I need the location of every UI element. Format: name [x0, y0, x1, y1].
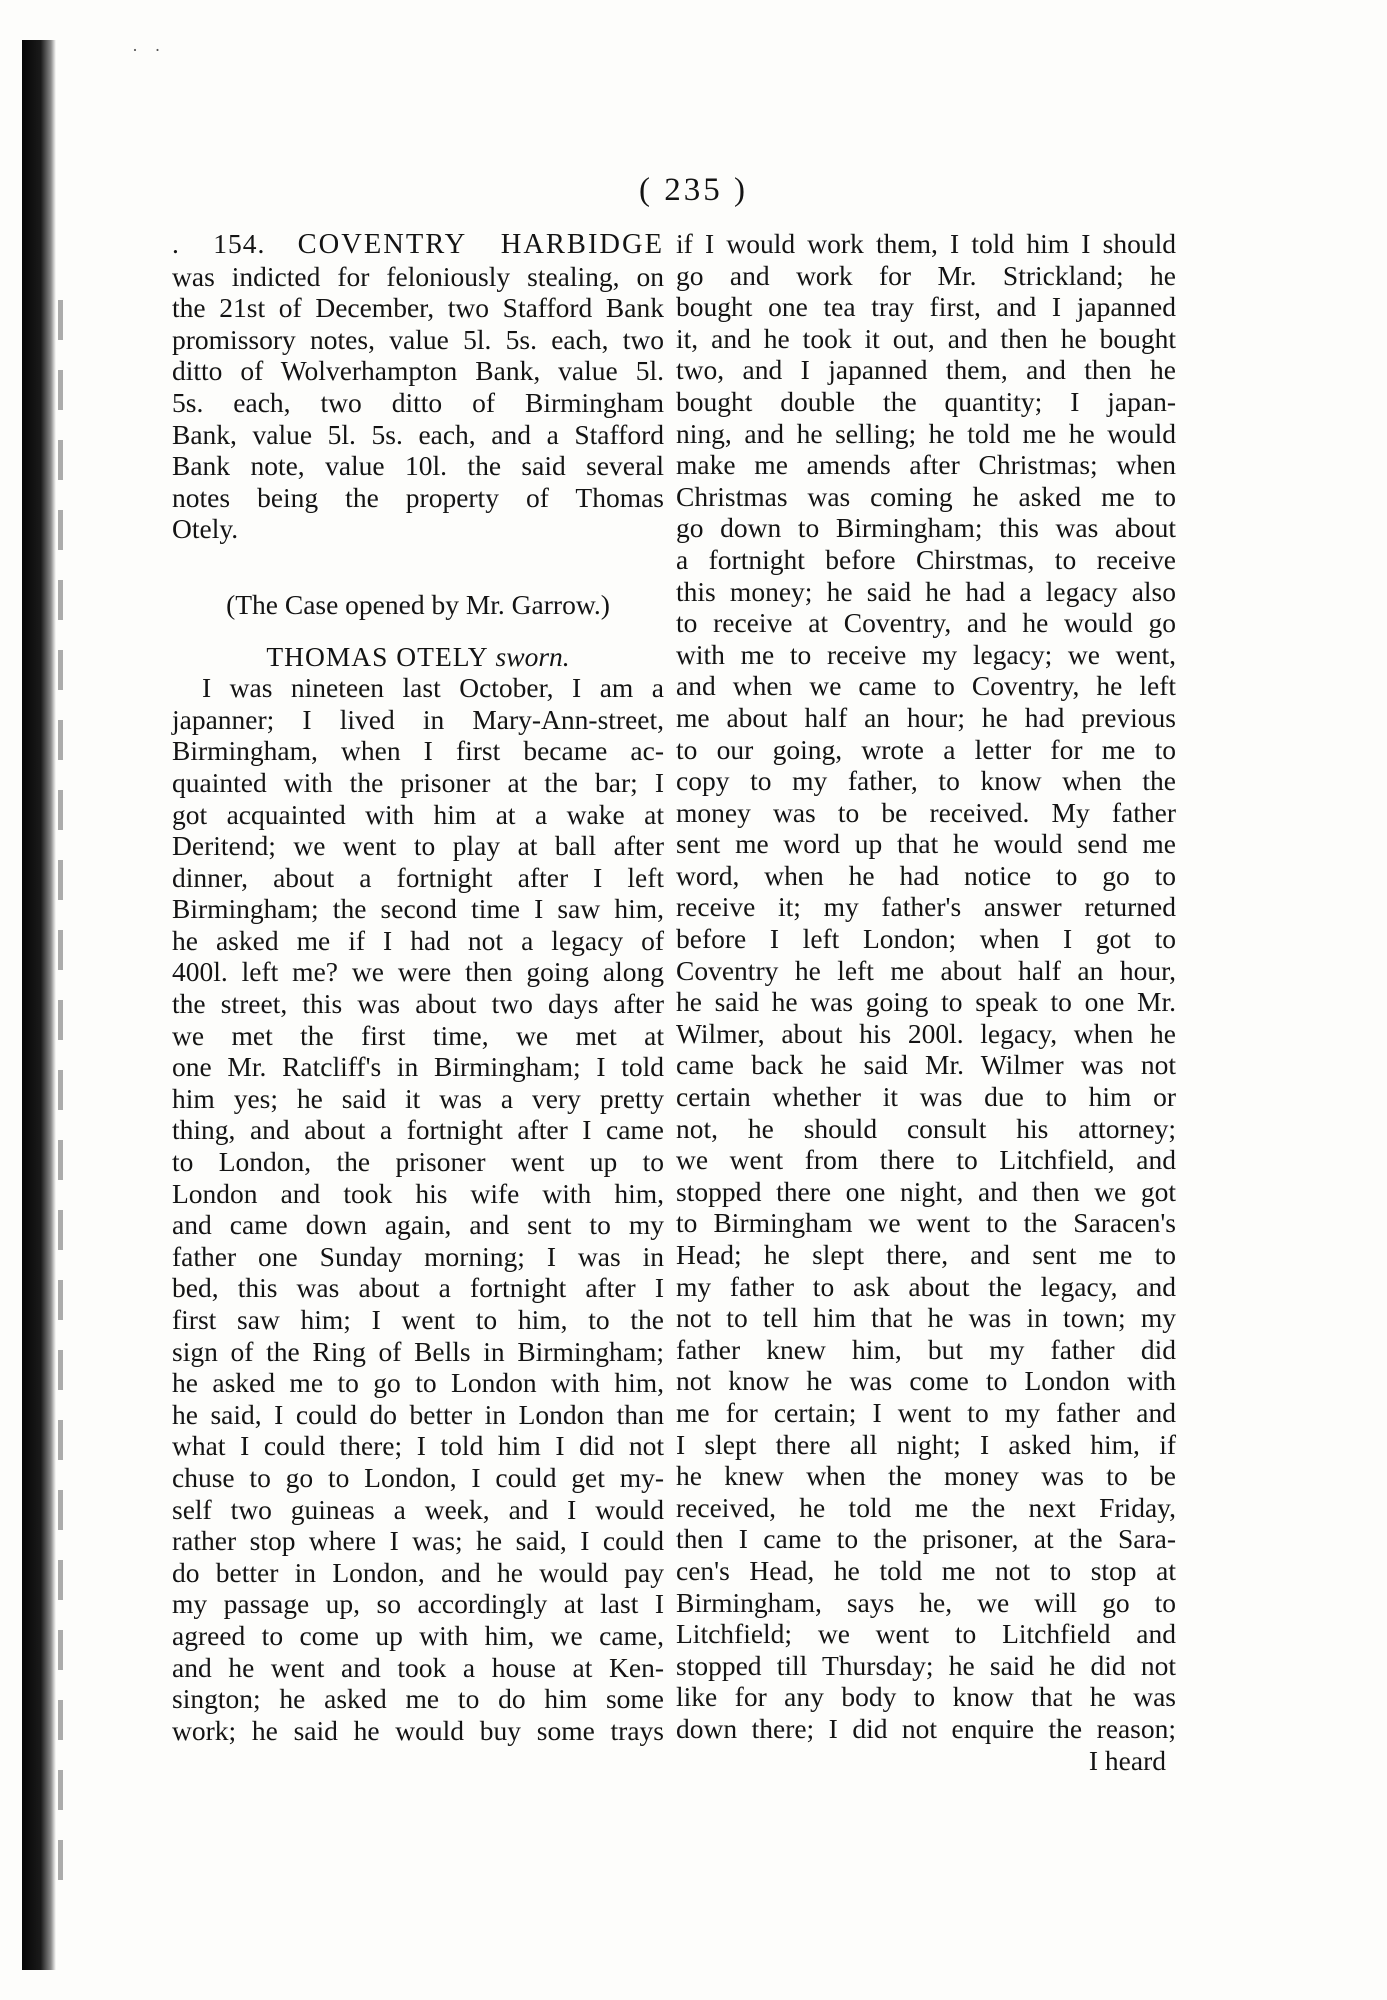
testimony-line: ning, and he selling; he told me he would: [676, 417, 1176, 449]
testimony-line: make me amends after Christmas; when: [676, 449, 1176, 481]
testimony-line: we went from there to Litchfield, and: [676, 1144, 1176, 1176]
indictment-line: Otely.: [172, 513, 239, 545]
witness-sworn: sworn.: [495, 640, 570, 672]
testimony-line: not to tell him that he was in town; my: [676, 1302, 1176, 1334]
testimony-line: the street, this was about two days after: [172, 988, 664, 1020]
indictment-line: 5s. each, two ditto of Birmingham: [172, 386, 664, 418]
testimony-line: and when we came to Coventry, he left: [676, 670, 1176, 702]
testimony-line: sent me word up that he would send me: [676, 828, 1176, 860]
testimony-line: he knew when the money was to be: [676, 1460, 1176, 1492]
indictment-line: the 21st of December, two Stafford Bank: [172, 292, 664, 324]
testimony-line: sington; he asked me to do him some: [172, 1683, 664, 1715]
testimony-line: not, he should consult his attorney;: [676, 1112, 1176, 1144]
testimony-line: my father to ask about the legacy, and: [676, 1270, 1176, 1302]
right-column: [676, 228, 1176, 1776]
testimony-line: two, and I japanned them, and then he: [676, 354, 1176, 386]
testimony-line: chuse to go to London, I could get my-: [172, 1461, 664, 1493]
page-number: ( 235 ): [639, 172, 748, 208]
testimony-line: came back he said Mr. Wilmer was not: [676, 1049, 1176, 1081]
testimony-line: stopped there one night, and then we got: [676, 1175, 1176, 1207]
testimony-line: quainted with the prisoner at the bar; I: [172, 766, 664, 798]
indictment-line: notes being the property of Thomas: [172, 481, 664, 513]
testimony-continued: [676, 228, 1176, 1745]
testimony-line: dinner, about a fortnight after I left: [172, 861, 664, 893]
indictment-line: was indicted for feloniously stealing, on: [172, 260, 664, 292]
testimony-line: bought one tea tray first, and I japanned: [676, 291, 1176, 323]
testimony-line: Head; he slept there, and sent me to: [676, 1239, 1176, 1270]
testimony-line: and he went and took a house at Ken-: [172, 1651, 664, 1683]
testimony-line: word, when he had notice to go to: [676, 859, 1176, 891]
testimony-line: he asked me if I had not a legacy of: [172, 924, 664, 956]
testimony-line: me for certain; I went to my father and: [676, 1396, 1176, 1428]
testimony-line: if I would work them, I told him I should: [676, 228, 1176, 259]
testimony-line: go down to Birmingham; this was about: [676, 512, 1176, 544]
testimony-line: japanner; I lived in Mary-Ann-street,: [172, 703, 664, 735]
indictment-text: [172, 261, 664, 545]
testimony-line: father one Sunday morning; I was in: [172, 1240, 664, 1272]
testimony-line: he said he was going to speak to one Mr.: [676, 986, 1176, 1018]
testimony-line: to Birmingham we went to the Saracen's: [676, 1207, 1176, 1239]
testimony-line: sign of the Ring of Bells in Birmingham;: [172, 1335, 664, 1367]
testimony-line: Deritend; we went to play at ball after: [172, 830, 664, 862]
testimony-line: me about half an hour; he had previous: [676, 701, 1176, 733]
testimony-line: work; he said he would buy some trays: [172, 1714, 664, 1746]
testimony-line: bed, this was about a fortnight after I: [172, 1272, 664, 1304]
testimony-line: thing, and about a fortnight after I came: [172, 1114, 664, 1146]
testimony-line: Coventry he left me about half an hour,: [676, 954, 1176, 986]
defendant-name: COVENTRY HARBIDGE: [297, 229, 665, 260]
testimony-line: not know he was come to London with: [676, 1365, 1176, 1397]
testimony-line: self two guineas a week, and I would: [172, 1493, 664, 1525]
witness-heading: [172, 641, 664, 673]
testimony-line: Wilmer, about his 200l. legacy, when he: [676, 1017, 1176, 1049]
case-number: . 154.: [172, 228, 266, 259]
testimony-line: we met the first time, we met at: [172, 1019, 664, 1051]
testimony-line: down there; I did not enquire the reason;: [676, 1712, 1176, 1744]
testimony-line: 400l. left me? we were then going along: [172, 956, 664, 988]
testimony-line: my passage up, so accordingly at last I: [172, 1588, 664, 1620]
testimony-line: Birmingham; the second time I saw him,: [172, 893, 664, 925]
testimony-line: copy to my father, to know when the: [676, 765, 1176, 797]
testimony-line: Birmingham, says he, we will go to: [676, 1586, 1176, 1618]
catch-word: I heard: [1088, 1744, 1166, 1776]
testimony-line: like for any body to know that he was: [676, 1681, 1176, 1713]
testimony-line: go and work for Mr. Strickland; he: [676, 259, 1176, 291]
case-opened-note: (The Case opened by Mr. Garrow.): [226, 588, 610, 620]
testimony-line: to our going, wrote a letter for me to: [676, 733, 1176, 765]
testimony-line: with me to receive my legacy; we went,: [676, 638, 1176, 670]
testimony-line: he asked me to go to London with him,: [172, 1367, 664, 1399]
testimony-line: him yes; he said it was a very pretty: [172, 1082, 664, 1114]
testimony-line: do better in London, and he would pay: [172, 1556, 664, 1588]
witness-name: THOMAS OTELY: [266, 640, 489, 672]
testimony-line: one Mr. Ratcliff's in Birmingham; I told: [172, 1051, 664, 1083]
testimony-line: to London, the prisoner went up to: [172, 1146, 664, 1178]
testimony-line: this money; he said he had a legacy also: [676, 575, 1176, 607]
indictment-line: promissory notes, value 5l. 5s. each, two: [172, 323, 664, 355]
testimony-line: stopped till Thursday; he said he did not: [676, 1649, 1176, 1681]
testimony-line: Litchfield; we went to Litchfield and: [676, 1618, 1176, 1650]
testimony-line: Birmingham, when I first became ac-: [172, 735, 664, 767]
scan-speck: · ·: [132, 40, 167, 60]
testimony-line: got acquainted with him at a wake at: [172, 798, 664, 830]
testimony-line: agreed to come up with him, we came,: [172, 1619, 664, 1651]
testimony-text: [172, 672, 664, 1746]
testimony-line: before I left London; when I got to: [676, 923, 1176, 955]
testimony-line: and came down again, and sent to my: [172, 1209, 664, 1241]
indictment-line: ditto of Wolverhampton Bank, value 5l.: [172, 355, 664, 387]
indictment-line: Bank note, value 10l. the said several: [172, 450, 664, 482]
testimony-line: receive it; my father's answer returned: [676, 891, 1176, 923]
testimony-line: cen's Head, he told me not to stop at: [676, 1554, 1176, 1586]
testimony-line: money was to be received. My father: [676, 796, 1176, 828]
testimony-line: certain whether it was due to him or: [676, 1081, 1176, 1113]
scan-binding-shadow: [22, 40, 56, 1970]
testimony-line: received, he told me the next Friday,: [676, 1491, 1176, 1523]
indictment-line: Bank, value 5l. 5s. each, and a Stafford: [172, 418, 664, 450]
testimony-line: Christmas was coming he asked me to: [676, 480, 1176, 512]
testimony-line: I slept there all night; I asked him, if: [676, 1428, 1176, 1460]
testimony-line: to receive at Coventry, and he would go: [676, 607, 1176, 639]
left-column: [172, 228, 664, 1746]
testimony-line: father knew him, but my father did: [676, 1333, 1176, 1365]
testimony-line: I was nineteen last October, I am a: [202, 672, 664, 704]
testimony-line: then I came to the prisoner, at the Sara-: [676, 1523, 1176, 1555]
testimony-line: rather stop where I was; he said, I could: [172, 1525, 664, 1557]
testimony-line: London and took his wife with him,: [172, 1177, 664, 1209]
scan-binding-streak: [58, 300, 63, 1900]
testimony-line: it, and he took it out, and then he bought: [676, 322, 1176, 354]
testimony-line: what I could there; I told him I did not: [172, 1430, 664, 1462]
case-heading: [172, 228, 664, 261]
testimony-line: he said, I could do better in London than: [172, 1398, 664, 1430]
testimony-line: bought double the quantity; I japan-: [676, 385, 1176, 417]
testimony-line: first saw him; I went to him, to the: [172, 1304, 664, 1335]
testimony-line: a fortnight before Chirstmas, to receive: [676, 543, 1176, 575]
